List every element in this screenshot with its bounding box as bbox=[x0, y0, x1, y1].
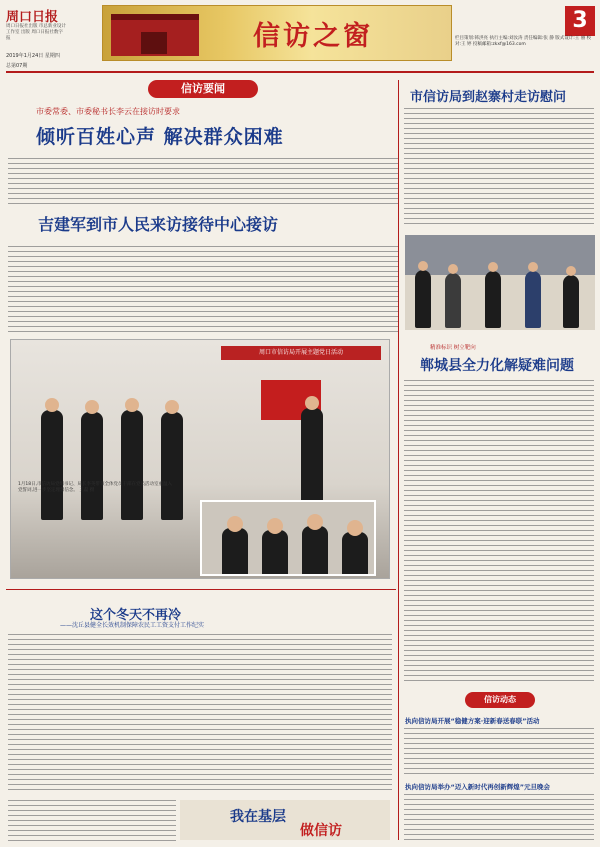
inset-photo bbox=[200, 500, 376, 576]
feature-subtitle: ——沈丘县健全长效机制保障农民工工资支付工作纪实 bbox=[60, 622, 205, 629]
header-divider bbox=[6, 71, 594, 73]
kicker: 市委常委、市委秘书长李云在接访时要求 bbox=[36, 107, 180, 116]
column-title: 信访之窗 bbox=[253, 21, 373, 52]
article-body-2 bbox=[8, 246, 398, 332]
feature-headline: 这个冬天不再冷 bbox=[90, 608, 182, 623]
newspaper-logo: 周口日报 bbox=[6, 10, 59, 25]
right-headline-2: 郸城县全力化解疑难问题 bbox=[420, 358, 574, 374]
article-body-1 bbox=[8, 158, 398, 208]
dongtai-item-1: 执向信访局开展“稳健方案·迎新春送春联”活动 bbox=[405, 717, 540, 725]
publication-date: 2019年1月24日 星期四 bbox=[6, 53, 60, 59]
right-article-1 bbox=[404, 108, 594, 228]
base-column-banner bbox=[180, 800, 390, 840]
page-number: 3 bbox=[565, 6, 595, 36]
right-kicker: 精准标识 树立靶向 bbox=[430, 345, 476, 351]
photo-caption bbox=[18, 482, 173, 494]
photo-credit: 王磊 摄 bbox=[79, 488, 95, 493]
dongtai-header: 信访动态 bbox=[465, 692, 535, 708]
dongtai-body-2 bbox=[404, 794, 594, 840]
tiananmen-icon bbox=[111, 14, 199, 56]
base-title-b: 做信访 bbox=[300, 823, 342, 839]
right-photo bbox=[405, 235, 595, 330]
caption-text: 1月18日,市信访局党组书记、局长李英带领全体党员干部在党员活动室重温入党誓词,进一步坚定理想信念。 bbox=[18, 482, 173, 493]
masthead bbox=[0, 0, 600, 72]
base-title-a: 我在基层 bbox=[230, 809, 286, 825]
section-divider bbox=[6, 589, 396, 590]
column-banner bbox=[102, 5, 452, 61]
dongtai-body-1 bbox=[404, 728, 594, 776]
main-headline: 倾听百姓心声 解决群众困难 bbox=[36, 126, 284, 148]
sub-headline: 吉建军到市人民来访接待中心接访 bbox=[38, 215, 279, 234]
right-article-2 bbox=[404, 380, 594, 685]
dongtai-item-2: 执向信访局举办“迈入新时代再创新辉煌”元旦晚会 bbox=[405, 783, 551, 791]
dongtai-header-wrap bbox=[405, 692, 595, 708]
right-headline-1: 市信访局到赵寨村走访慰问 bbox=[410, 90, 567, 105]
feature-body-end bbox=[8, 800, 176, 842]
column-divider bbox=[398, 80, 399, 840]
issue-number: 总第07期 bbox=[6, 63, 28, 69]
section-header-news: 信访要闻 bbox=[148, 80, 258, 98]
publication-info: 周口日报社出版 市总新业设计工作室 出版 周口日报社数字报 bbox=[6, 24, 66, 41]
editor-info: 栏目策划:韩洪亮 执行主编:刘汝涛 责任编辑:张 静 版式设计:王 丽 校对:王 婷 投稿邮箱:zkxf@163.com bbox=[455, 36, 592, 47]
feature-body bbox=[8, 634, 392, 794]
photo-banner: 周口市信访局开展主题党日活动 bbox=[221, 346, 381, 360]
